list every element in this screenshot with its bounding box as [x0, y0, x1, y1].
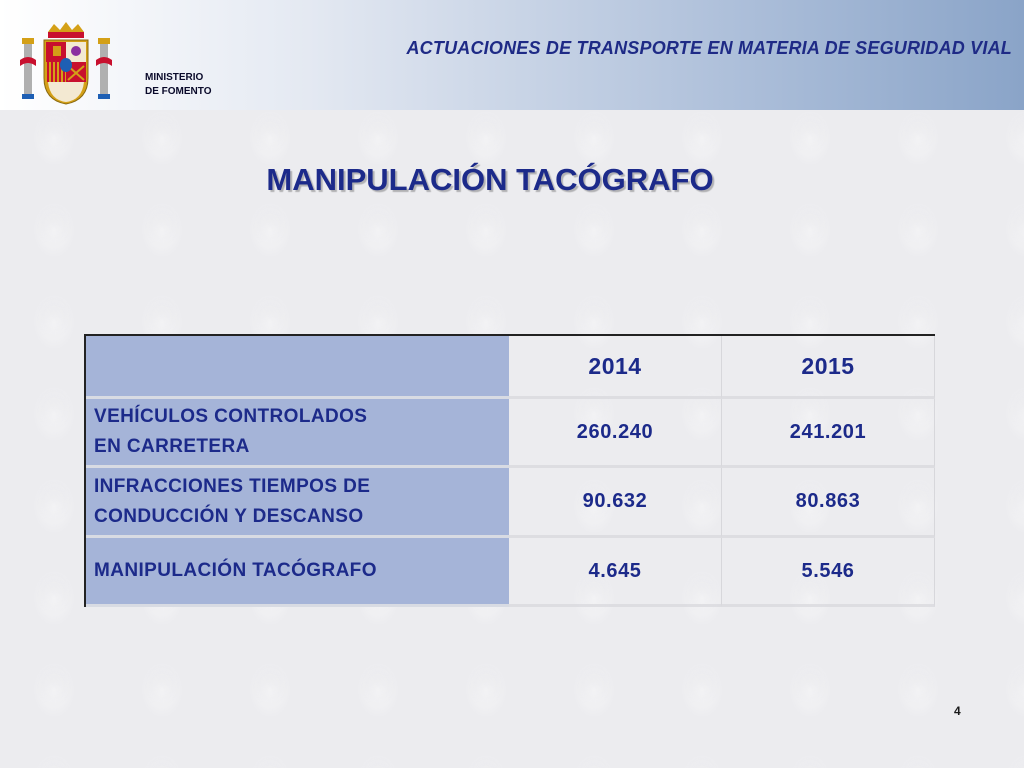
page-number: 4	[954, 704, 961, 718]
ministry-label	[145, 71, 211, 99]
row-label	[86, 468, 509, 538]
row-label-line-1: INFRACCIONES TIEMPOS DE	[94, 475, 371, 497]
row-label-line-1: MANIPULACIÓN TACÓGRAFO	[94, 560, 377, 581]
value-2015: 5.546	[722, 538, 935, 607]
value-2014: 90.632	[509, 468, 722, 538]
table-header-year-2015: 2015	[722, 336, 935, 399]
value-2014: 4.645	[509, 538, 722, 607]
table-header-row	[86, 336, 935, 399]
ministry-line-2: DE FOMENTO	[145, 86, 212, 97]
row-label-line-2: EN CARRETERA	[94, 436, 250, 457]
header-title: ACTUACIONES DE TRANSPORTE EN MATERIA DE SEGURIDAD VIAL	[406, 38, 1012, 58]
row-label-line-2: CONDUCCIÓN Y DESCANSO	[94, 505, 364, 527]
row-label	[86, 399, 509, 468]
page-title: MANIPULACIÓN TACÓGRAFO	[266, 162, 714, 197]
table-row	[86, 538, 935, 607]
ministry-line-1: MINISTERIO	[145, 72, 204, 83]
table-row	[86, 468, 935, 538]
data-table	[84, 334, 935, 607]
value-2015: 241.201	[722, 399, 935, 468]
row-label-line-1: VEHÍCULOS CONTROLADOS	[94, 406, 368, 427]
value-2015: 80.863	[722, 468, 935, 538]
table-header-year-2014: 2014	[509, 336, 722, 399]
row-label	[86, 538, 509, 607]
table-header-empty-cell	[86, 336, 509, 399]
value-2014: 260.240	[509, 399, 722, 468]
coat-of-arms-icon	[18, 20, 114, 108]
table-row	[86, 399, 935, 468]
